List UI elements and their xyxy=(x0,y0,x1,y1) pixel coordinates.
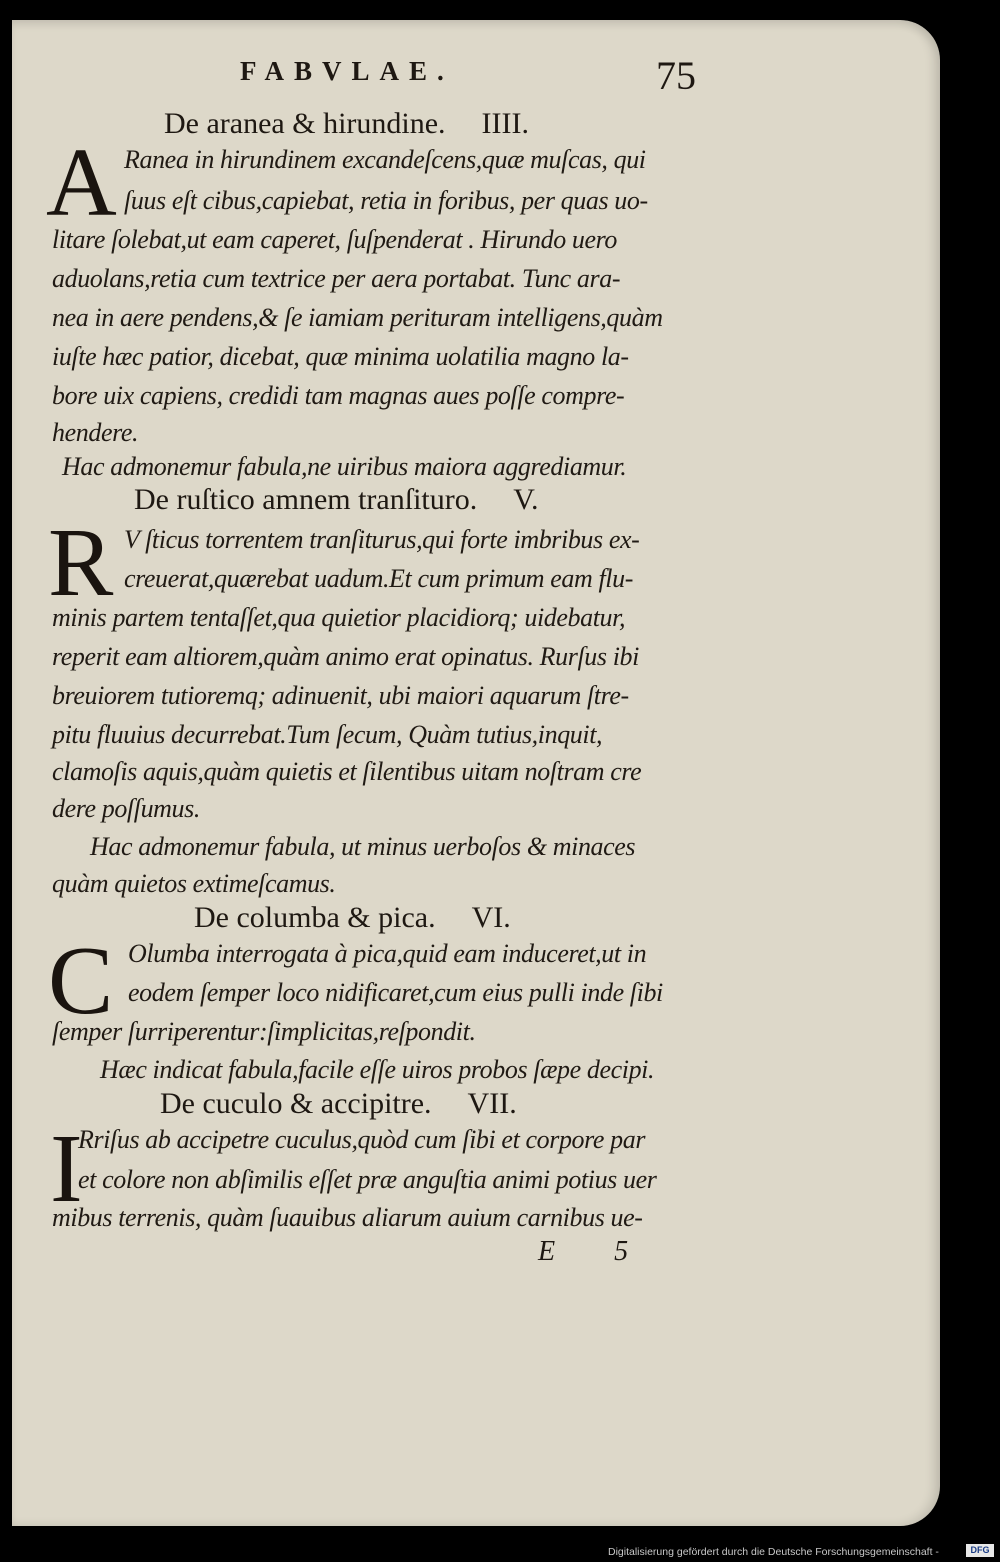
fable-title xyxy=(164,104,529,144)
text-line: reperit eam altiorem,quàm animo erat opinatus. Rurſus ibi xyxy=(52,642,639,671)
text-line: Olumba interrogata à pica,quid eam induceret,ut in xyxy=(128,939,647,968)
fable-title-text: De columba & pica. xyxy=(194,901,436,934)
fable-title xyxy=(194,898,511,938)
text-line: dere poſſumus. xyxy=(52,794,200,823)
text-line: iuſte hæc patior, dicebat, quæ minima uolatilia magno la- xyxy=(52,342,629,371)
text-line: eodem ſemper loco nidificaret,cum eius pulli inde ſibi xyxy=(128,978,663,1007)
fable-numeral: VI. xyxy=(471,901,511,934)
fable-numeral: IIII. xyxy=(481,107,530,140)
text-line: Rriſus ab accipetre cuculus,quòd cum ſibi et corpore par xyxy=(78,1125,646,1154)
text-line: mibus terrenis, quàm ſuauibus aliarum auium carnibus ue- xyxy=(52,1203,643,1232)
fable-moral: Hac admonemur fabula,ne uiribus maiora aggrediamur. xyxy=(62,452,627,481)
text-line: clamoſis aquis,quàm quietis et ſilentibus uitam noſtram cre xyxy=(52,757,642,786)
dfg-logo: DFG xyxy=(966,1544,994,1557)
funding-credit: Digitalisierung gefördert durch die Deutsche Forschungsgemeinschaft - xyxy=(608,1546,939,1558)
text-line: Ranea in hirundinem excandeſcens,quæ muſcas, qui xyxy=(124,145,646,174)
text-line: V ſticus torrentem tranſiturus,qui forte imbribus ex- xyxy=(124,525,640,554)
text-line: litare ſolebat,ut eam caperet, ſuſpenderat . Hirundo uero xyxy=(52,225,617,254)
text-line: hendere. xyxy=(52,418,139,447)
text-line: ſemper ſurriperentur:ſimplicitas,reſpondit. xyxy=(52,1017,476,1046)
fable-title-text: De ruſtico amnem tranſituro. xyxy=(134,483,478,516)
fable-moral: Hac admonemur fabula, ut minus uerboſos & minaces xyxy=(90,832,636,861)
running-head: FABVLAE. xyxy=(240,56,454,86)
text-line: aduolans,retia cum textrice per aera portabat. Tunc ara- xyxy=(52,264,621,293)
text-line: creuerat,quærebat uadum.Et cum primum eam flu- xyxy=(124,564,633,593)
text-line: bore uix capiens, credidi tam magnas aues poſſe compre- xyxy=(52,381,625,410)
fable-title xyxy=(134,480,539,520)
drop-cap: A xyxy=(46,129,117,237)
signature-mark: E 5 xyxy=(538,1236,655,1267)
fable-title xyxy=(160,1084,517,1124)
fable-numeral: VII. xyxy=(467,1087,517,1120)
page-number: 75 xyxy=(656,53,696,98)
fable-title-text: De cuculo & accipitre. xyxy=(160,1087,432,1120)
text-line: et colore non abſimilis eſſet præ anguſtia animi potius uer xyxy=(78,1165,657,1194)
text-line: pitu fluuius decurrebat.Tum ſecum, Quàm tutius,inquit, xyxy=(52,720,603,749)
text-line: minis partem tentaſſet,qua quietior placidiorq; uidebatur, xyxy=(52,603,626,632)
fable-title-text: De aranea & hirundine. xyxy=(164,107,446,140)
drop-cap: R xyxy=(48,509,114,617)
drop-cap: I xyxy=(50,1115,83,1223)
fable-moral: quàm quietos extimeſcamus. xyxy=(52,869,336,898)
text-line: nea in aere pendens,& ſe iamiam perituram intelligens,quàm xyxy=(52,303,663,332)
fable-moral: Hæc indicat fabula,facile eſſe uiros probos ſæpe decipi. xyxy=(100,1055,655,1084)
text-line: breuiorem tutioremq; adinuenit, ubi maiori aquarum ſtre- xyxy=(52,681,629,710)
text-line: ſuus eſt cibus,capiebat, retia in foribus, per quas uo- xyxy=(124,186,648,215)
drop-cap: C xyxy=(48,927,114,1035)
fable-numeral: V. xyxy=(513,483,539,516)
